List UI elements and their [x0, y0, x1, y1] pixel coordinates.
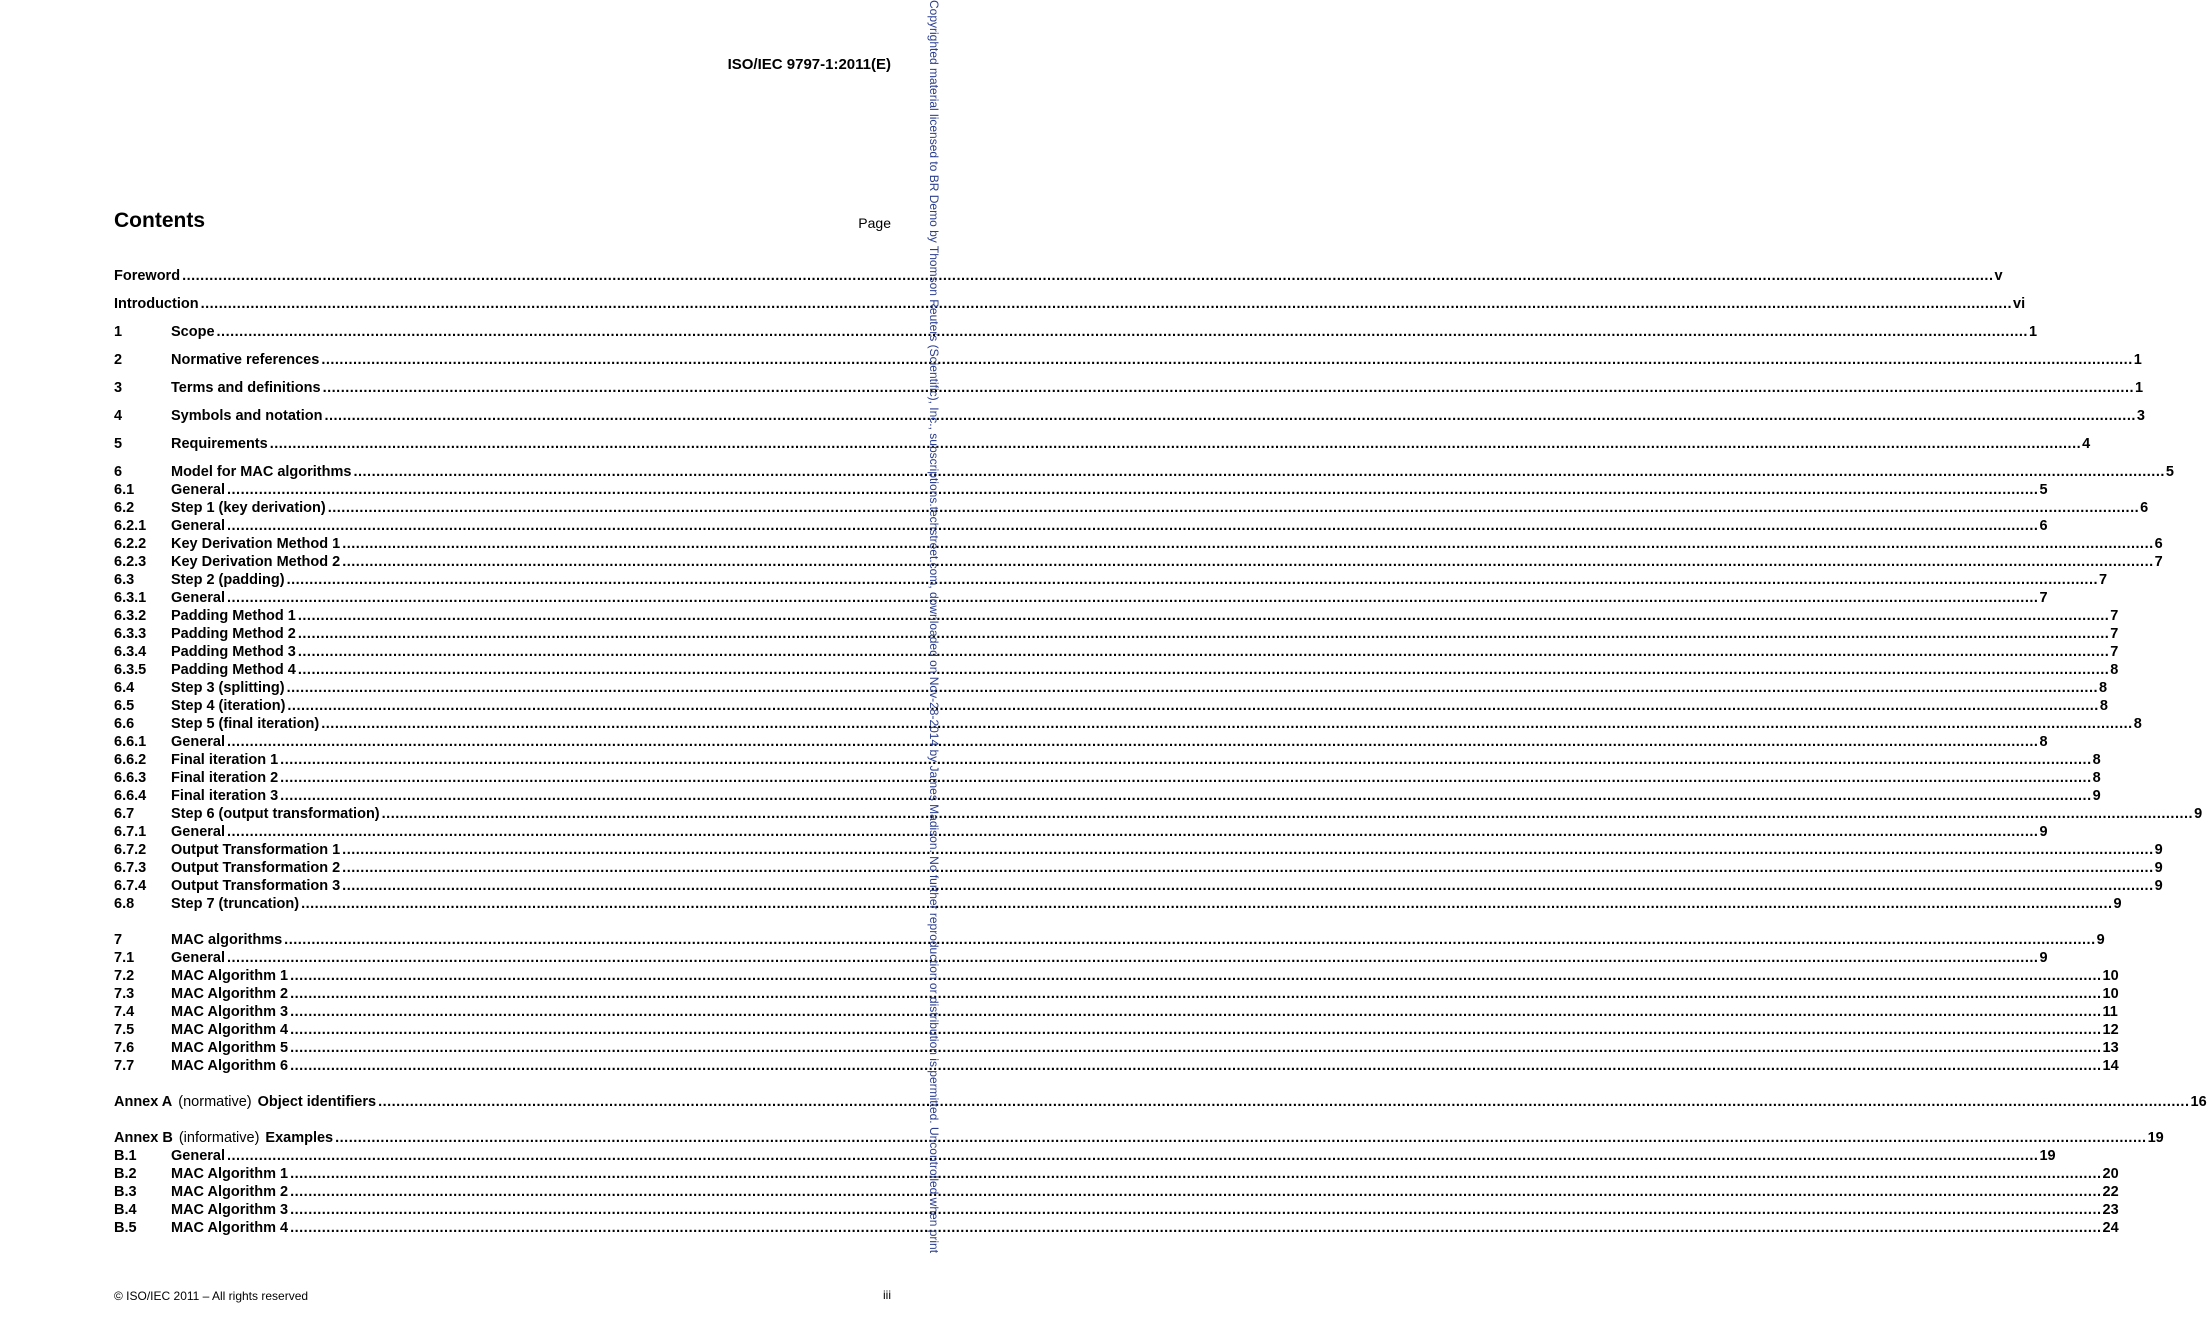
- toc-leader-dots: ................................................................................................................................................................................................................................................................................................................................................................................................................: [290, 986, 2102, 1002]
- toc-annex-label: Annex B: [114, 1130, 173, 1146]
- toc-entry-number: 2: [114, 352, 123, 368]
- toc-entry-page: 6: [2039, 518, 2048, 534]
- toc-entry-page: 8: [2092, 752, 2101, 768]
- toc-leader-dots: ................................................................................................................................................................................................................................................................................................................................................................................................................: [342, 860, 2154, 876]
- toc-entry[interactable]: [114, 680, 2108, 698]
- toc-entry-title: MAC Algorithm 4: [171, 1220, 289, 1236]
- toc-leader-dots: ................................................................................................................................................................................................................................................................................................................................................................................................................: [227, 590, 2039, 606]
- toc-entry-title: General: [171, 590, 225, 606]
- toc-leader-dots: ................................................................................................................................................................................................................................................................................................................................................................................................................: [378, 1094, 2190, 1110]
- toc-leader-dots: ................................................................................................................................................................................................................................................................................................................................................................................................................: [342, 536, 2154, 552]
- toc-entry[interactable]: [114, 380, 2144, 398]
- toc-leader-dots: ................................................................................................................................................................................................................................................................................................................................................................................................................: [284, 932, 2096, 948]
- toc-entry-number: 3: [114, 380, 123, 396]
- toc-entry-number: 6.4: [114, 680, 135, 696]
- toc-entry-number: 6.2.1: [114, 518, 147, 534]
- toc-entry-title: MAC Algorithm 6: [171, 1058, 289, 1074]
- toc-entry[interactable]: [114, 770, 2101, 788]
- toc-entry[interactable]: [114, 860, 2163, 878]
- toc-entry-page: 9: [2154, 878, 2163, 894]
- toc-leader-dots: ................................................................................................................................................................................................................................................................................................................................................................................................................: [216, 324, 2028, 340]
- toc-entry-title: Output Transformation 3: [171, 878, 341, 894]
- standard-id-header: ISO/IEC 9797-1:2011(E): [727, 56, 891, 73]
- toc-entry-number: 1: [114, 324, 123, 340]
- toc-entry-title: MAC Algorithm 5: [171, 1040, 289, 1056]
- toc-entry[interactable]: [114, 1094, 2207, 1112]
- toc-entry-number: B.2: [114, 1166, 137, 1182]
- toc-entry-number: 6.3.3: [114, 626, 147, 642]
- toc-entry[interactable]: [114, 878, 2163, 896]
- toc-leader-dots: ................................................................................................................................................................................................................................................................................................................................................................................................................: [321, 352, 2133, 368]
- toc-entry-page: 4: [2082, 436, 2091, 452]
- toc-leader-dots: ................................................................................................................................................................................................................................................................................................................................................................................................................: [280, 770, 2092, 786]
- toc-entry[interactable]: [114, 698, 2108, 716]
- toc-entry-title: General: [171, 1148, 225, 1164]
- toc-entry-page: 7: [2154, 554, 2163, 570]
- page-title: Contents: [114, 209, 205, 232]
- toc-entry[interactable]: [114, 716, 2142, 734]
- toc-entry-page: 9: [2154, 860, 2163, 876]
- toc-leader-dots: ................................................................................................................................................................................................................................................................................................................................................................................................................: [353, 464, 2165, 480]
- toc-entry[interactable]: [114, 554, 2163, 572]
- toc-entry[interactable]: [114, 352, 2142, 370]
- toc-entry[interactable]: [114, 572, 2108, 590]
- toc-leader-dots: ................................................................................................................................................................................................................................................................................................................................................................................................................: [335, 1130, 2147, 1146]
- toc-leader-dots: ................................................................................................................................................................................................................................................................................................................................................................................................................: [182, 268, 1994, 284]
- toc-entry[interactable]: [114, 536, 2163, 554]
- toc-entry-title: Terms and definitions: [171, 380, 321, 396]
- toc-entry-number: 7.7: [114, 1058, 135, 1074]
- toc-entry-page: 7: [2110, 608, 2119, 624]
- toc-entry-page: 1: [2028, 324, 2038, 340]
- toc-entry[interactable]: [114, 608, 2119, 626]
- toc-leader-dots: ................................................................................................................................................................................................................................................................................................................................................................................................................: [297, 644, 2110, 660]
- toc-entry-title: MAC algorithms: [171, 932, 283, 948]
- toc-entry-number: B.5: [114, 1220, 137, 1236]
- toc-entry-title: Step 1 (key derivation): [171, 500, 326, 516]
- toc-entry-page: 10: [2102, 986, 2119, 1002]
- toc-entry-number: 5: [114, 436, 123, 452]
- toc-leader-dots: ................................................................................................................................................................................................................................................................................................................................................................................................................: [342, 842, 2154, 858]
- toc-entry[interactable]: [114, 842, 2163, 860]
- toc-leader-dots: ................................................................................................................................................................................................................................................................................................................................................................................................................: [290, 1220, 2102, 1236]
- toc-entry[interactable]: [114, 408, 2145, 426]
- toc-entry[interactable]: [114, 932, 2105, 950]
- toc-entry-page: 19: [2147, 1130, 2164, 1146]
- toc-annex-prefix: [114, 1094, 258, 1110]
- toc-entry-page: 7: [2110, 644, 2119, 660]
- toc-entry-title: Final iteration 2: [171, 770, 279, 786]
- toc-entry-page: 20: [2102, 1166, 2119, 1182]
- toc-leader-dots: ................................................................................................................................................................................................................................................................................................................................................................................................................: [286, 572, 2099, 588]
- toc-entry[interactable]: [114, 436, 2091, 454]
- toc-entry-number: B.4: [114, 1202, 137, 1218]
- toc-entry-title: Padding Method 4: [171, 662, 296, 678]
- toc-entry-title: Foreword: [114, 268, 181, 284]
- toc-leader-dots: ................................................................................................................................................................................................................................................................................................................................................................................................................: [227, 950, 2039, 966]
- toc-entry-page: 9: [2113, 896, 2122, 912]
- toc-entry-number: 6.5: [114, 698, 135, 714]
- toc-entry[interactable]: [114, 296, 2026, 314]
- toc-entry-number: 4: [114, 408, 123, 424]
- toc-entry-number: B.1: [114, 1148, 137, 1164]
- toc-entry-page: 7: [2099, 572, 2108, 588]
- toc-entry-title: MAC Algorithm 2: [171, 986, 289, 1002]
- toc-entry-number: 6.7.3: [114, 860, 147, 876]
- toc-entry-page: 9: [2194, 806, 2203, 822]
- toc-leader-dots: ................................................................................................................................................................................................................................................................................................................................................................................................................: [269, 436, 2082, 452]
- toc-leader-dots: ................................................................................................................................................................................................................................................................................................................................................................................................................: [297, 608, 2110, 624]
- toc-leader-dots: ................................................................................................................................................................................................................................................................................................................................................................................................................: [290, 1184, 2102, 1200]
- toc-entry-number: 7.5: [114, 1022, 135, 1038]
- toc-entry-title: General: [171, 950, 225, 966]
- toc-entry-title: Step 2 (padding): [171, 572, 285, 588]
- toc-entry-page: 1: [2133, 352, 2142, 368]
- toc-entry[interactable]: [114, 1130, 2164, 1148]
- license-watermark-notice: Copyrighted material licensed to BR Demo by Thomson Reuters (Scientific), Inc., subscriptions.techstreet.com, downloaded on Nov-28-2014 by James Madison. No further reproduction or distribution is permitted. Uncontrolled when print: [927, 0, 941, 1254]
- toc-entry[interactable]: [114, 1148, 2056, 1166]
- toc-entry-number: 6.3.4: [114, 644, 147, 660]
- toc-entry[interactable]: [114, 590, 2048, 608]
- toc-entry[interactable]: [114, 752, 2101, 770]
- toc-annex-note: (normative): [178, 1094, 252, 1110]
- toc-entry-page: 24: [2102, 1220, 2119, 1236]
- toc-leader-dots: ................................................................................................................................................................................................................................................................................................................................................................................................................: [200, 296, 2013, 312]
- toc-entry-number: 6.7.4: [114, 878, 147, 894]
- toc-leader-dots: ................................................................................................................................................................................................................................................................................................................................................................................................................: [227, 518, 2039, 534]
- toc-leader-dots: ................................................................................................................................................................................................................................................................................................................................................................................................................: [297, 626, 2110, 642]
- toc-entry-title: Key Derivation Method 2: [171, 554, 341, 570]
- toc-entry-page: 8: [2133, 716, 2142, 732]
- toc-entry-page: 3: [2136, 408, 2145, 424]
- toc-entry[interactable]: [114, 1166, 2119, 1184]
- toc-entry-title: MAC Algorithm 3: [171, 1004, 289, 1020]
- toc-entry[interactable]: [114, 324, 2038, 342]
- toc-entry[interactable]: [114, 626, 2119, 644]
- toc-entry-number: 6.8: [114, 896, 135, 912]
- toc-leader-dots: ................................................................................................................................................................................................................................................................................................................................................................................................................: [286, 680, 2099, 696]
- toc-entry-number: 7.1: [114, 950, 135, 966]
- toc-entry-page: 22: [2102, 1184, 2119, 1200]
- toc-entry-page: 8: [2099, 680, 2108, 696]
- toc-entry[interactable]: [114, 1220, 2119, 1238]
- toc-leader-dots: ................................................................................................................................................................................................................................................................................................................................................................................................................: [227, 824, 2039, 840]
- toc-annex-label: Annex A: [114, 1094, 173, 1110]
- toc-entry-title: Object identifiers: [257, 1094, 377, 1110]
- toc-entry[interactable]: [114, 662, 2119, 680]
- page-column-label: Page: [858, 215, 891, 231]
- toc-entry-title: Padding Method 1: [171, 608, 296, 624]
- toc-entry-title: Step 4 (iteration): [171, 698, 286, 714]
- toc-entry-title: Key Derivation Method 1: [171, 536, 341, 552]
- toc-entry-number: 7.6: [114, 1040, 135, 1056]
- toc-entry-number: 6.3: [114, 572, 135, 588]
- toc-leader-dots: ................................................................................................................................................................................................................................................................................................................................................................................................................: [290, 1058, 2102, 1074]
- toc-leader-dots: ................................................................................................................................................................................................................................................................................................................................................................................................................: [227, 1148, 2039, 1164]
- toc-entry-title: General: [171, 824, 225, 840]
- toc-leader-dots: ................................................................................................................................................................................................................................................................................................................................................................................................................: [290, 1004, 2102, 1020]
- toc-entry[interactable]: [114, 1004, 2118, 1022]
- toc-entry-page: 8: [2039, 734, 2048, 750]
- toc-entry-title: Normative references: [171, 352, 320, 368]
- toc-annex-note: (informative): [178, 1130, 260, 1146]
- toc-entry-number: 7.3: [114, 986, 135, 1002]
- toc-entry-title: Step 7 (truncation): [171, 896, 300, 912]
- toc-entry-number: 6.7.2: [114, 842, 147, 858]
- toc-entry-title: Step 5 (final iteration): [171, 716, 320, 732]
- toc-entry-title: Output Transformation 1: [171, 842, 341, 858]
- toc-entry[interactable]: [114, 788, 2101, 806]
- toc-entry-page: 5: [2039, 482, 2048, 498]
- toc-entry-title: Step 6 (output transformation): [171, 806, 380, 822]
- toc-leader-dots: ................................................................................................................................................................................................................................................................................................................................................................................................................: [290, 968, 2102, 984]
- toc-entry-page: vi: [2013, 296, 2026, 312]
- toc-entry[interactable]: [114, 986, 2119, 1004]
- toc-leader-dots: ................................................................................................................................................................................................................................................................................................................................................................................................................: [280, 788, 2092, 804]
- toc-entry-page: 10: [2102, 968, 2119, 984]
- toc-entry-page: 1: [2135, 380, 2144, 396]
- toc-entry-page: 19: [2039, 1148, 2056, 1164]
- toc-entry-page: 8: [2092, 770, 2101, 786]
- toc-entry-page: v: [1994, 268, 2003, 284]
- page-number: iii: [883, 1288, 891, 1302]
- toc-entry-number: 6.3.2: [114, 608, 147, 624]
- toc-entry[interactable]: [114, 1022, 2119, 1040]
- toc-entry[interactable]: [114, 1058, 2119, 1076]
- toc-entry-title: Padding Method 2: [171, 626, 296, 642]
- toc-leader-dots: ................................................................................................................................................................................................................................................................................................................................................................................................................: [287, 698, 2099, 714]
- toc-entry-title: MAC Algorithm 1: [171, 968, 289, 984]
- toc-entry-page: 16: [2190, 1094, 2207, 1110]
- toc-entry[interactable]: [114, 896, 2122, 914]
- toc-leader-dots: ................................................................................................................................................................................................................................................................................................................................................................................................................: [290, 1166, 2102, 1182]
- toc-entry-page: 12: [2102, 1022, 2119, 1038]
- toc-entry-number: 6.6.1: [114, 734, 147, 750]
- toc-annex-prefix: [114, 1130, 265, 1146]
- toc-entry-page: 9: [2092, 788, 2101, 804]
- toc-entry-title: MAC Algorithm 2: [171, 1184, 289, 1200]
- toc-leader-dots: ................................................................................................................................................................................................................................................................................................................................................................................................................: [327, 500, 2140, 516]
- toc-entry-page: 9: [2039, 950, 2048, 966]
- toc-entry-number: 6: [114, 464, 123, 480]
- toc-entry[interactable]: [114, 968, 2119, 986]
- toc-leader-dots: ................................................................................................................................................................................................................................................................................................................................................................................................................: [227, 482, 2039, 498]
- toc-entry-page: 11: [2102, 1004, 2118, 1020]
- toc-entry-page: 8: [2099, 698, 2108, 714]
- toc-entry-title: Introduction: [114, 296, 199, 312]
- toc-leader-dots: ................................................................................................................................................................................................................................................................................................................................................................................................................: [381, 806, 2194, 822]
- toc-entry[interactable]: [114, 1184, 2119, 1202]
- toc-entry-title: MAC Algorithm 3: [171, 1202, 289, 1218]
- toc-entry-title: General: [171, 734, 225, 750]
- toc-entry-title: Symbols and notation: [171, 408, 323, 424]
- copyright-notice: © ISO/IEC 2011 – All rights reserved: [114, 1289, 309, 1303]
- toc-entry-number: 6.2: [114, 500, 135, 516]
- toc-entry-number: 7.2: [114, 968, 135, 984]
- toc-entry-number: B.3: [114, 1184, 137, 1200]
- toc-entry-number: 7: [114, 932, 123, 948]
- toc-entry-title: MAC Algorithm 1: [171, 1166, 289, 1182]
- toc-entry-title: Final iteration 1: [171, 752, 279, 768]
- toc-entry-page: 9: [2039, 824, 2048, 840]
- toc-entry-number: 6.1: [114, 482, 135, 498]
- toc-entry-number: 6.6: [114, 716, 135, 732]
- toc-entry-page: 6: [2154, 536, 2163, 552]
- toc-entry-page: 23: [2102, 1202, 2119, 1218]
- toc-entry[interactable]: [114, 268, 2003, 286]
- toc-entry-title: Scope: [171, 324, 215, 340]
- toc-leader-dots: ................................................................................................................................................................................................................................................................................................................................................................................................................: [321, 716, 2133, 732]
- toc-entry-number: 6.7.1: [114, 824, 147, 840]
- toc-leader-dots: ................................................................................................................................................................................................................................................................................................................................................................................................................: [227, 734, 2039, 750]
- toc-entry-title: Padding Method 3: [171, 644, 296, 660]
- toc-entry-number: 6.6.2: [114, 752, 147, 768]
- toc-entry-number: 6.3.5: [114, 662, 147, 678]
- toc-entry-page: 9: [2154, 842, 2163, 858]
- toc-entry-number: 7.4: [114, 1004, 135, 1020]
- toc-leader-dots: ................................................................................................................................................................................................................................................................................................................................................................................................................: [342, 554, 2154, 570]
- toc-entry-title: Step 3 (splitting): [171, 680, 285, 696]
- toc-entry-number: 6.7: [114, 806, 135, 822]
- toc-entry[interactable]: [114, 734, 2048, 752]
- toc-entry[interactable]: [114, 824, 2048, 842]
- toc-leader-dots: ................................................................................................................................................................................................................................................................................................................................................................................................................: [301, 896, 2113, 912]
- toc-leader-dots: ................................................................................................................................................................................................................................................................................................................................................................................................................: [280, 752, 2092, 768]
- toc-entry[interactable]: [114, 500, 2149, 518]
- toc-entry-title: Requirements: [171, 436, 268, 452]
- toc-entry[interactable]: [114, 482, 2048, 500]
- toc-entry[interactable]: [114, 518, 2048, 536]
- toc-entry-page: 5: [2165, 464, 2174, 480]
- toc-entry-title: General: [171, 518, 225, 534]
- toc-leader-dots: ................................................................................................................................................................................................................................................................................................................................................................................................................: [324, 408, 2136, 424]
- toc-entry-title: Output Transformation 2: [171, 860, 341, 876]
- toc-entry[interactable]: [114, 1040, 2119, 1058]
- toc-leader-dots: ................................................................................................................................................................................................................................................................................................................................................................................................................: [290, 1040, 2102, 1056]
- toc-entry[interactable]: [114, 1202, 2119, 1220]
- toc-entry[interactable]: [114, 464, 2174, 482]
- toc-entry-page: 7: [2039, 590, 2048, 606]
- toc-entry-page: 14: [2102, 1058, 2119, 1074]
- toc-entry[interactable]: [114, 806, 2203, 824]
- toc-entry-number: 6.3.1: [114, 590, 147, 606]
- toc-entry-number: 6.2.3: [114, 554, 147, 570]
- toc-entry-title: General: [171, 482, 225, 498]
- toc-entry-title: Examples: [265, 1130, 334, 1146]
- toc-entry-page: 7: [2110, 626, 2119, 642]
- toc-entry-title: Final iteration 3: [171, 788, 279, 804]
- toc-entry-page: 13: [2102, 1040, 2119, 1056]
- toc-entry[interactable]: [114, 950, 2048, 968]
- toc-entry-title: MAC Algorithm 4: [171, 1022, 289, 1038]
- toc-leader-dots: ................................................................................................................................................................................................................................................................................................................................................................................................................: [322, 380, 2135, 396]
- toc-entry-number: 6.6.3: [114, 770, 147, 786]
- toc-entry[interactable]: [114, 644, 2119, 662]
- toc-entry-title: Model for MAC algorithms: [171, 464, 352, 480]
- toc-entry-page: 9: [2096, 932, 2105, 948]
- toc-entry-number: 6.6.4: [114, 788, 147, 804]
- toc-leader-dots: ................................................................................................................................................................................................................................................................................................................................................................................................................: [290, 1022, 2102, 1038]
- toc-leader-dots: ................................................................................................................................................................................................................................................................................................................................................................................................................: [297, 662, 2110, 678]
- toc-entry-number: 6.2.2: [114, 536, 147, 552]
- toc-leader-dots: ................................................................................................................................................................................................................................................................................................................................................................................................................: [290, 1202, 2102, 1218]
- toc-entry-page: 8: [2110, 662, 2119, 678]
- toc-entry-page: 6: [2140, 500, 2149, 516]
- toc-leader-dots: ................................................................................................................................................................................................................................................................................................................................................................................................................: [342, 878, 2154, 894]
